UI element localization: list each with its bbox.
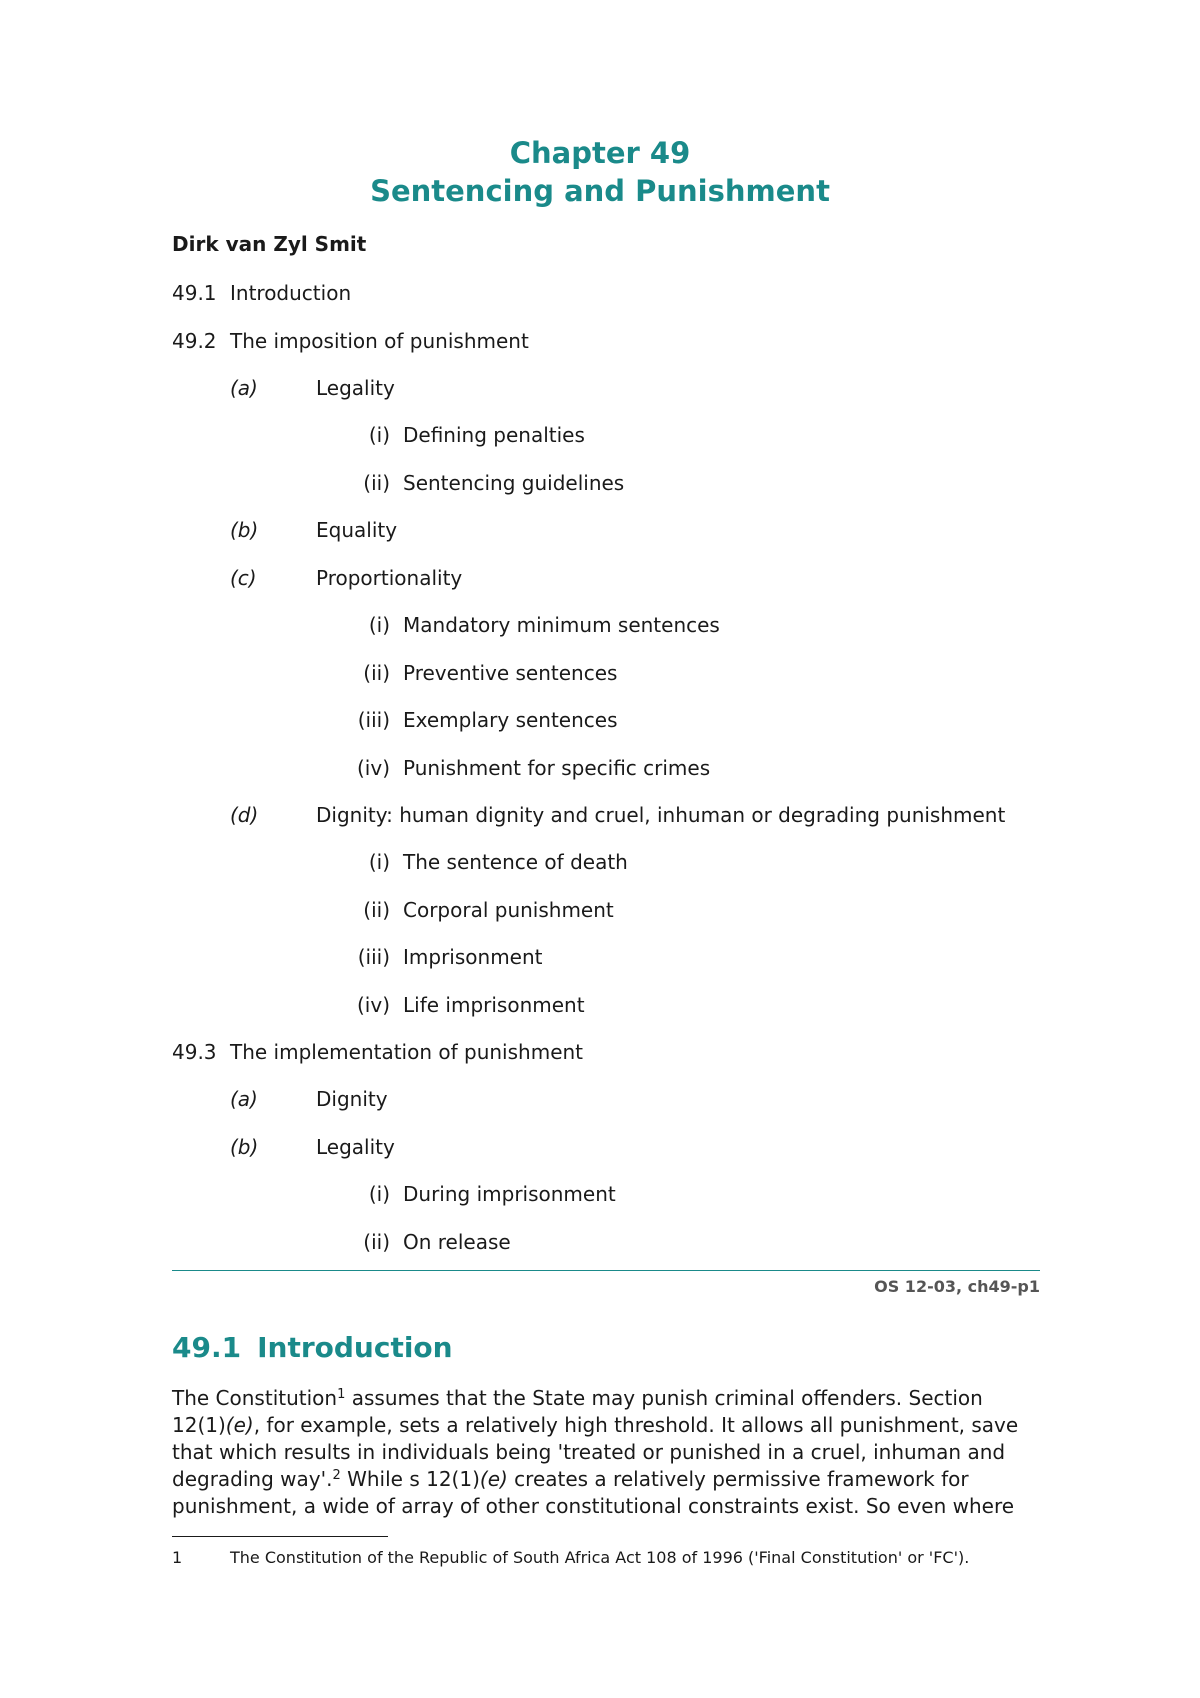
footnote-ref[interactable]: 1 — [337, 1387, 346, 1402]
body-text: , for example, sets a relatively high threshold. It allows all punishment, save — [253, 1413, 1019, 1437]
toc-roman: (ii) — [363, 661, 390, 685]
toc-text: The sentence of death — [403, 850, 628, 874]
section-number: 49.1 — [172, 1331, 242, 1364]
toc-roman: (i) — [368, 423, 390, 447]
toc-roman: (iv) — [357, 756, 390, 780]
footnote-ref[interactable]: 2 — [332, 1468, 341, 1483]
toc-text: Mandatory minimum sentences — [403, 613, 720, 637]
author-name: Dirk van Zyl Smit — [172, 232, 367, 256]
toc-text: Introduction — [230, 281, 352, 305]
body-line: that which results in individuals being 'treated or punished in a cruel, inhuman and — [172, 1440, 1006, 1464]
toc-text: Equality — [316, 518, 398, 542]
toc-text: The imposition of punishment — [230, 329, 529, 353]
toc-letter: (c) — [230, 566, 257, 590]
toc-text: Legality — [316, 1135, 395, 1159]
toc-number: 49.3 — [172, 1040, 217, 1064]
chapter-number: Chapter 49 — [509, 136, 691, 170]
body-italic: (e) — [479, 1467, 508, 1491]
toc-roman: (ii) — [363, 898, 390, 922]
toc-letter: (a) — [230, 376, 258, 400]
body-line — [172, 1385, 983, 1412]
footnote-text: The Constitution of the Republic of South Africa Act 108 of 1996 ('Final Constitution' or 'FC'). — [230, 1548, 970, 1567]
body-line: punishment, a wide of array of other constitutional constraints exist. So even where — [172, 1494, 1015, 1518]
body-text: 12(1) — [172, 1413, 226, 1437]
footnote-number: 1 — [172, 1548, 183, 1567]
body-text: assumes that the State may punish criminal offenders. Section — [345, 1386, 983, 1410]
body-line — [172, 1466, 969, 1493]
toc-text: Sentencing guidelines — [403, 471, 625, 495]
page-reference: OS 12-03, ch49-p1 — [874, 1277, 1040, 1296]
toc-text: Proportionality — [316, 566, 463, 590]
toc-text: Corporal punishment — [403, 898, 614, 922]
toc-roman: (i) — [368, 613, 390, 637]
body-italic: (e) — [225, 1413, 254, 1437]
toc-number: 49.2 — [172, 329, 217, 353]
toc-text: Imprisonment — [403, 945, 543, 969]
toc-roman: (ii) — [363, 471, 390, 495]
toc-roman: (iii) — [357, 945, 390, 969]
toc-number: 49.1 — [172, 281, 217, 305]
toc-letter: (d) — [230, 803, 259, 827]
toc-roman: (i) — [368, 1182, 390, 1206]
body-text: The Constitution — [172, 1386, 338, 1410]
body-text: creates a relatively permissive framework for — [507, 1467, 969, 1491]
toc-text: Dignity — [316, 1087, 388, 1111]
toc-text: Dignity: human dignity and cruel, inhuman or degrading punishment — [316, 803, 1006, 827]
toc-text: Preventive sentences — [403, 661, 618, 685]
footnote-divider — [172, 1536, 388, 1537]
toc-text: Life imprisonment — [403, 993, 585, 1017]
toc-letter: (b) — [230, 1135, 259, 1159]
section-title: Introduction — [257, 1331, 453, 1364]
toc-text: Punishment for specific crimes — [403, 756, 711, 780]
toc-text: Legality — [316, 376, 395, 400]
toc-text: On release — [403, 1230, 511, 1254]
toc-letter: (a) — [230, 1087, 258, 1111]
chapter-title: Sentencing and Punishment — [370, 174, 830, 208]
page-divider — [172, 1270, 1040, 1271]
toc-roman: (iv) — [357, 993, 390, 1017]
body-text: degrading way'. — [172, 1467, 333, 1491]
body-line — [172, 1412, 1018, 1439]
toc-letter: (b) — [230, 518, 259, 542]
toc-roman: (iii) — [357, 708, 390, 732]
toc-text: Exemplary sentences — [403, 708, 618, 732]
toc-text: During imprisonment — [403, 1182, 616, 1206]
toc-roman: (i) — [368, 850, 390, 874]
section-heading — [172, 1331, 453, 1364]
body-text: While s 12(1) — [340, 1467, 480, 1491]
toc-text: The implementation of punishment — [230, 1040, 584, 1064]
toc-roman: (ii) — [363, 1230, 390, 1254]
toc-text: Defining penalties — [403, 423, 585, 447]
